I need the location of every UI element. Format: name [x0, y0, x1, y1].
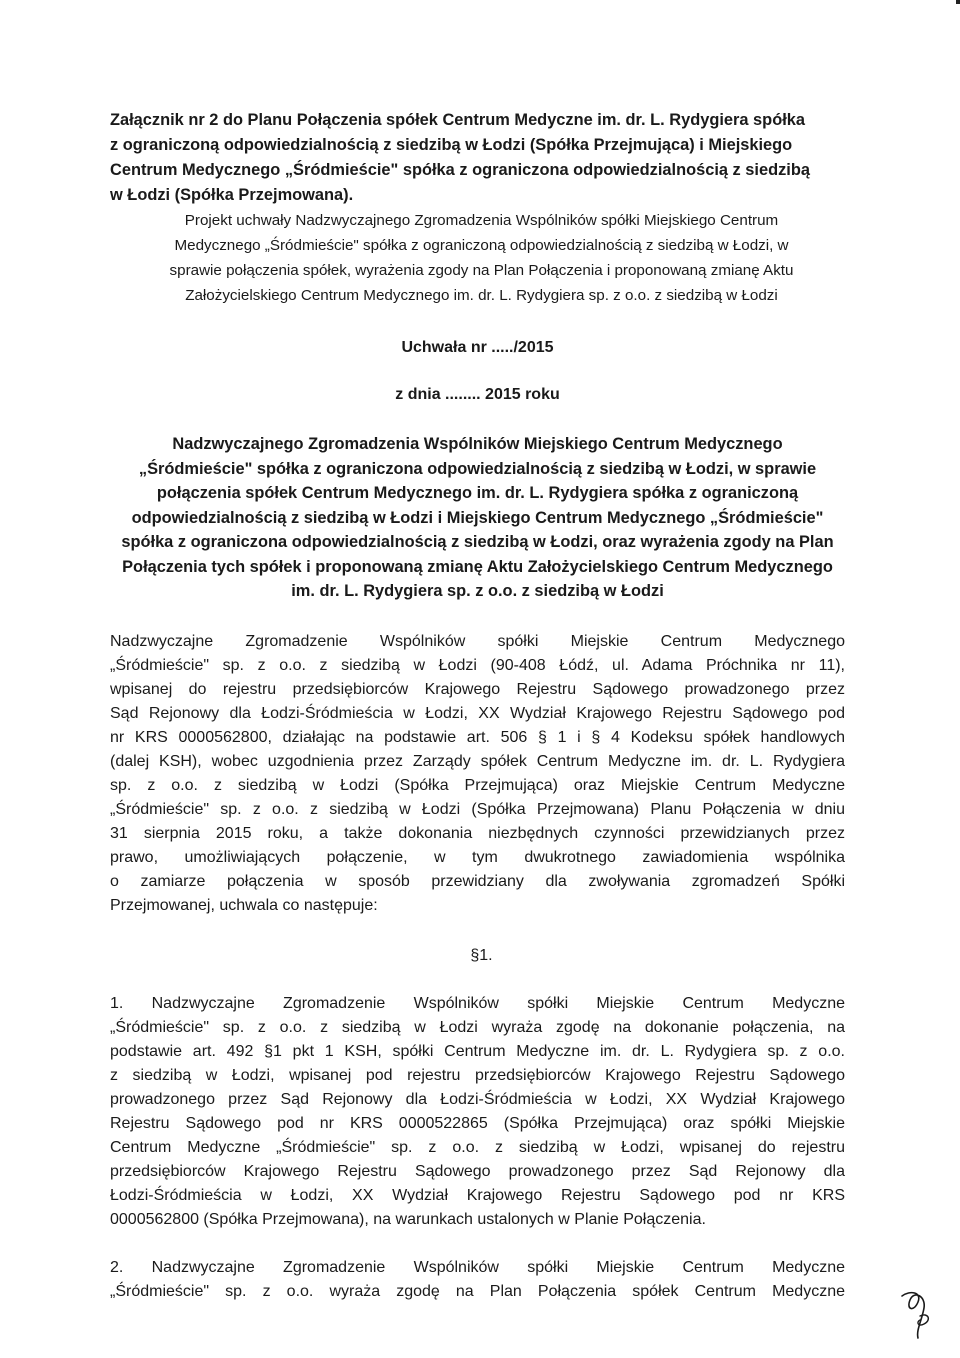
- clause-line: Łodzi-Śródmieścia w Łodzi, XX Wydział Krajowego Rejestru Sądowego pod nr KRS: [110, 1186, 845, 1204]
- intro-line: (dalej KSH), wobec uzgodnienia przez Zarządy spółek Centrum Medyczne im. dr. L. Rydygiera: [110, 752, 845, 770]
- project-line: sprawie połączenia spółek, wyrażenia zgody na Plan Połączenia i proponowaną zmianę Aktu: [169, 262, 794, 279]
- header-line: Załącznik nr 2 do Planu Połączenia spółek Centrum Medyczne im. dr. L. Rydygiera spółka: [110, 111, 805, 129]
- clause-1: [110, 992, 845, 1232]
- title-line: Nadzwyczajnego Zgromadzenia Wspólników Miejskiego Centrum Medycznego: [172, 435, 783, 453]
- project-description: [118, 208, 845, 308]
- title-line: Połączenia tych spółek i proponowaną zmianę Aktu Założycielskiego Centrum Medycznego: [122, 557, 833, 576]
- project-line: Założycielskiego Centrum Medycznego im. dr. L. Rydygiera sp. z o.o. z siedzibą w Łodzi: [185, 287, 778, 304]
- header-line: Centrum Medycznego „Śródmieście" spółka z ograniczona odpowiedzialnością z siedzibą: [110, 161, 810, 179]
- document-page: [110, 108, 845, 1304]
- section-heading: §1.: [470, 946, 493, 964]
- intro-line: prawo, umożliwiających połączenie, w tym dwukrotnego zawiadomienia wspólnika: [110, 848, 845, 866]
- clause-line: „Śródmieście" sp. z o.o. z siedzibą w Łodzi wyraża zgodę na dokonanie połączenia, na: [110, 1018, 845, 1036]
- clause-line: „Śródmieście" sp. z o.o. wyraża zgodę na Plan Połączenia spółek Centrum Medyczne: [110, 1282, 845, 1300]
- clause-line: prowadzonego przez Sąd Rejonowy dla Łodzi-Śródmieścia w Łodzi, XX Wydział Krajowego: [110, 1090, 845, 1108]
- project-line: Projekt uchwały Nadzwyczajnego Zgromadzenia Wspólników spółki Miejskiego Centrum: [184, 212, 779, 229]
- title-line: im. dr. L. Rydygiera sp. z o.o. z siedzibą w Łodzi: [291, 582, 664, 600]
- clause-line: przedsiębiorców Krajowego Rejestru Sądowego prowadzonego przez Sąd Rejonowy dla: [110, 1162, 845, 1180]
- handwritten-initials-mark: [896, 1286, 936, 1342]
- intro-line: o zamiarze połączenia w sposób przewidziany dla zwoływania zgromadzeń Spółki: [110, 872, 845, 890]
- intro-line: Przejmowanej, uchwala co następuje:: [110, 896, 378, 914]
- intro-line: Nadzwyczajne Zgromadzenie Wspólników spółki Miejskie Centrum Medycznego: [110, 632, 845, 650]
- intro-line: wpisanej do rejestru przedsiębiorców Krajowego Rejestru Sądowego prowadzonego przez: [110, 680, 845, 698]
- title-line: „Śródmieście" spółka z ograniczona odpowiedzialnością z siedzibą w Łodzi, w sprawie: [138, 459, 817, 478]
- resolution-title: [110, 432, 845, 604]
- title-line: połączenia spółek Centrum Medycznego im. dr. L. Rydygiera spółka z ograniczoną: [156, 484, 799, 502]
- clause-line: 2. Nadzwyczajne Zgromadzenie Wspólników spółki Miejskie Centrum Medyczne: [110, 1258, 845, 1276]
- clause-line: Rejestru Sądowego pod nr KRS 0000522865 (Spółka Przejmująca) oraz spółki Miejskie: [110, 1114, 845, 1132]
- intro-line: 31 sierpnia 2015 roku, a także dokonania niezbędnych czynności przewidzianych przez: [110, 824, 845, 842]
- intro-line: „Śródmieście" sp. z o.o. z siedzibą w Łodzi (Spółka Przejmowana) Planu Połączenia w dniu: [110, 800, 845, 818]
- intro-paragraph: [110, 630, 845, 918]
- resolution-date: z dnia ........ 2015 roku: [395, 386, 560, 403]
- clause-line: 1. Nadzwyczajne Zgromadzenie Wspólników spółki Miejskie Centrum Medyczne: [110, 994, 845, 1012]
- resolution-number: Uchwała nr ...../2015: [401, 339, 554, 356]
- clause-2: [110, 1256, 845, 1304]
- clause-line: z siedzibą w Łodzi, wpisanej pod rejestru przedsiębiorców Krajowego Rejestru Sądowego: [110, 1066, 845, 1084]
- attachment-header: [110, 108, 845, 208]
- project-line: Medycznego „Śródmieście" spółka z ograniczoną odpowiedzialnością z siedzibą w Łodzi, w: [174, 237, 789, 254]
- title-line: spółka z ograniczona odpowiedzialnością z siedzibą w Łodzi, oraz wyrażenia zgody na Plan: [121, 533, 834, 551]
- header-line: w Łodzi (Spółka Przejmowana).: [110, 186, 354, 204]
- title-line: odpowiedzialnością z siedzibą w Łodzi i Miejskiego Centrum Medycznego „Śródmieście": [131, 508, 824, 527]
- intro-line: Sąd Rejonowy dla Łodzi-Śródmieścia w Łodzi, XX Wydział Krajowego Rejestru Sądowego pod: [110, 704, 845, 722]
- intro-line: nr KRS 0000562800, działając na podstawie art. 506 § 1 i § 4 Kodeksu spółek handlowych: [110, 728, 845, 746]
- intro-line: „Śródmieście" sp. z o.o. z siedzibą w Łodzi (90-408 Łódź, ul. Adama Próchnika nr 11),: [110, 656, 845, 674]
- header-line: z ograniczoną odpowiedzialnością z siedzibą w Łodzi (Spółka Przejmująca) i Miejskiego: [110, 136, 793, 154]
- scan-corner-mark: [956, 0, 960, 4]
- clause-line: 0000562800 (Spółka Przejmowana), na warunkach ustalonych w Planie Połączenia.: [110, 1210, 706, 1228]
- intro-line: sp. z o.o. z siedzibą w Łodzi (Spółka Przejmująca) oraz Miejskie Centrum Medyczne: [110, 776, 845, 794]
- clause-line: Centrum Medyczne „Śródmieście" sp. z o.o. z siedzibą w Łodzi, wpisanej do rejestru: [110, 1138, 845, 1156]
- clause-line: podstawie art. 492 §1 pkt 1 KSH, spółki Centrum Medyczne im. dr. L. Rydygiera sp. z o.o.: [110, 1042, 845, 1060]
